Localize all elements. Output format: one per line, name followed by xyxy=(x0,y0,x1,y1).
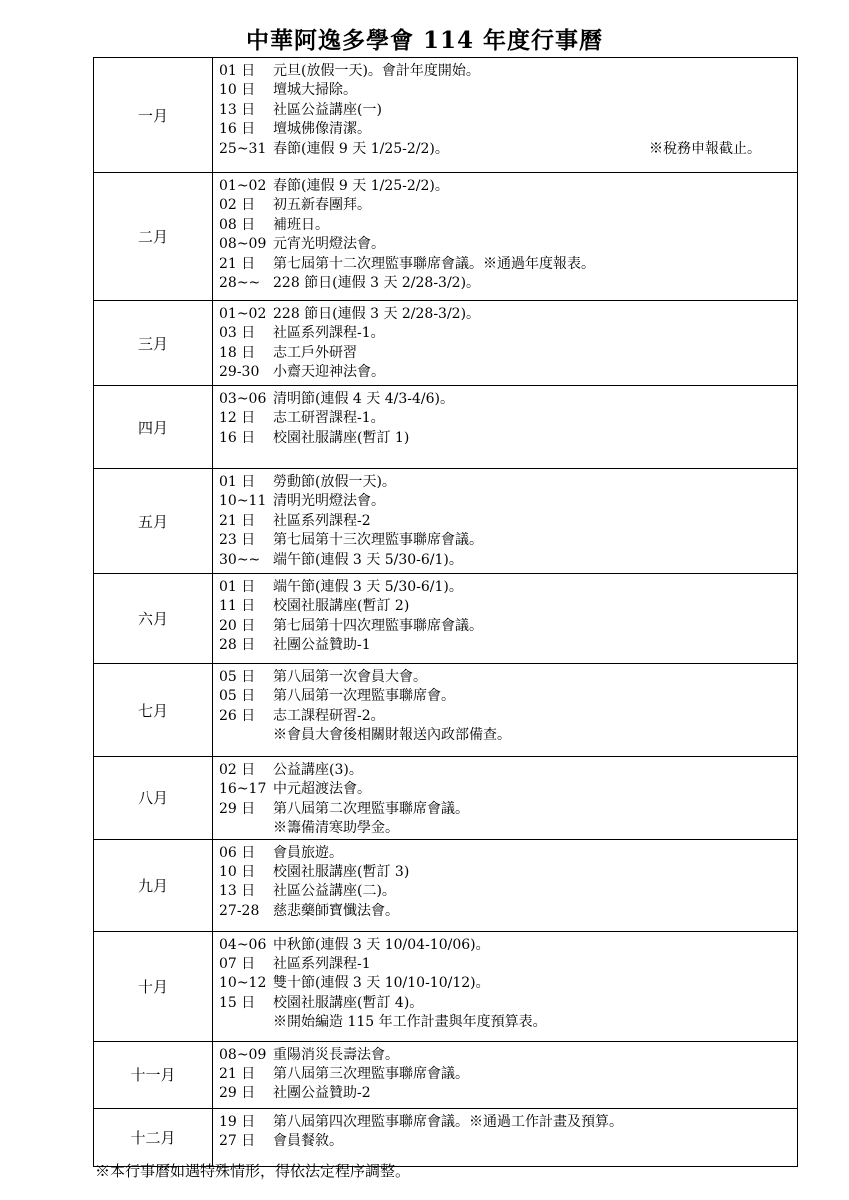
event-text: 會員餐敘。 xyxy=(273,1133,343,1150)
event-day: 10 日 xyxy=(219,864,256,881)
event-text: 志工研習課程-1。 xyxy=(273,410,385,427)
month-row xyxy=(94,757,798,840)
event-day: 02 日 xyxy=(219,762,256,778)
month-label: 十一月 xyxy=(94,1041,213,1108)
event-day: 02 日 xyxy=(219,197,256,214)
event-line xyxy=(219,994,797,1013)
event-day: 21 日 xyxy=(219,1066,256,1083)
calendar-body xyxy=(94,58,798,1167)
calendar-table xyxy=(93,57,798,1167)
month-label: 一月 xyxy=(94,58,213,173)
event-text: 社區系列課程-1 xyxy=(273,956,371,973)
event-text: 補班日。 xyxy=(273,216,329,233)
event-line xyxy=(219,1046,797,1065)
month-label: 五月 xyxy=(94,469,213,574)
event-text: 志工課程研習-2。 xyxy=(273,707,385,724)
event-day: 08 日 xyxy=(219,216,256,233)
event-text: 春節(連假 9 天 1/25-2/2)。 xyxy=(273,178,449,194)
event-line xyxy=(219,473,797,492)
event-line xyxy=(219,140,797,159)
event-text: 校園社服講座(暫訂 2) xyxy=(273,598,410,615)
month-row xyxy=(94,839,798,931)
event-line xyxy=(219,726,797,745)
event-text: 第八屆第四次理監事聯席會議。※通過工作計畫及預算。 xyxy=(273,1113,623,1130)
month-label: 六月 xyxy=(94,574,213,664)
event-line xyxy=(219,344,797,363)
month-label: 十月 xyxy=(94,931,213,1041)
event-line xyxy=(219,668,797,687)
event-text: 重陽消災長壽法會。 xyxy=(273,1046,399,1063)
event-text: 志工戶外研習 xyxy=(273,344,357,361)
event-text: 壇城大掃除。 xyxy=(273,82,357,99)
event-day: 16 日 xyxy=(219,121,256,138)
event-line xyxy=(219,81,797,100)
event-text: 壇城佛像清潔。 xyxy=(273,121,371,138)
page-title: 中華阿逸多學會 114 年度行事曆 xyxy=(245,27,604,54)
event-text: 清明節(連假 4 天 4/3-4/6)。 xyxy=(273,391,454,407)
event-text: 雙十節(連假 3 天 10/10-10/12)。 xyxy=(273,975,490,992)
event-note: ※稅務申報截止。 xyxy=(649,140,761,157)
event-line xyxy=(219,235,797,254)
event-line xyxy=(219,177,797,196)
month-events xyxy=(213,469,798,574)
event-text: 228 節日(連假 3 天 2/28-3/2)。 xyxy=(273,306,481,322)
event-line xyxy=(219,363,797,382)
event-line xyxy=(219,216,797,235)
event-line xyxy=(219,255,797,274)
event-text: 社區系列課程-2 xyxy=(273,512,371,529)
event-line xyxy=(219,780,797,799)
month-label: 八月 xyxy=(94,757,213,840)
month-label: 二月 xyxy=(94,173,213,301)
event-day: 07 日 xyxy=(219,956,256,973)
event-line xyxy=(219,955,797,974)
event-text: 初五新春團拜。 xyxy=(273,197,371,214)
event-day: 12 日 xyxy=(219,410,256,427)
event-text: 校園社服講座(暫訂 3) xyxy=(273,864,410,881)
event-line xyxy=(219,761,797,780)
event-line xyxy=(219,120,797,139)
event-day: 01 日 xyxy=(219,63,256,79)
event-text: 中秋節(連假 3 天 10/04-10/06)。 xyxy=(273,936,490,953)
event-day: 05 日 xyxy=(219,688,256,705)
event-day: 18 日 xyxy=(219,344,256,361)
event-day: 06 日 xyxy=(219,844,256,861)
event-day: 16~17 xyxy=(219,781,267,798)
event-text: 社團公益贊助-1 xyxy=(273,637,371,654)
event-line xyxy=(219,1065,797,1084)
month-label: 九月 xyxy=(94,839,213,931)
month-row xyxy=(94,574,798,664)
event-text: 中元超渡法會。 xyxy=(273,781,371,798)
event-day: 08~09 xyxy=(219,236,267,253)
month-events xyxy=(213,931,798,1041)
event-day: 27-28 xyxy=(219,902,260,919)
event-day: 29 日 xyxy=(219,800,256,817)
month-row xyxy=(94,469,798,574)
event-line xyxy=(219,305,797,324)
event-day: 05 日 xyxy=(219,669,256,685)
event-day: 01 日 xyxy=(219,474,256,490)
event-day: 01~02 xyxy=(219,306,267,322)
event-text: 慈悲藥師寶懺法會。 xyxy=(273,902,399,919)
event-text: 第八屆第一次會員大會。 xyxy=(273,669,427,685)
event-day: 27 日 xyxy=(219,1133,256,1150)
event-day: 25~31 xyxy=(219,140,267,157)
event-line xyxy=(219,936,797,955)
month-events xyxy=(213,664,798,757)
event-line xyxy=(219,819,797,838)
event-day: 10~12 xyxy=(219,975,267,992)
month-events xyxy=(213,173,798,301)
month-events xyxy=(213,58,798,173)
event-line xyxy=(219,531,797,550)
event-day: 21 日 xyxy=(219,255,256,272)
event-line xyxy=(219,800,797,819)
event-line xyxy=(219,429,797,448)
event-day: 13 日 xyxy=(219,883,256,900)
month-row xyxy=(94,301,798,386)
event-line xyxy=(219,409,797,428)
event-day: 26 日 xyxy=(219,707,256,724)
event-day: 23 日 xyxy=(219,532,256,549)
month-label: 三月 xyxy=(94,301,213,386)
event-text: 228 節日(連假 3 天 2/28-3/2)。 xyxy=(273,275,481,292)
event-line xyxy=(219,492,797,511)
event-day: 10 日 xyxy=(219,82,256,99)
event-text: 社區公益講座(一) xyxy=(273,101,382,118)
event-line xyxy=(219,617,797,636)
event-day: 28 日 xyxy=(219,637,256,654)
event-text: 端午節(連假 3 天 5/30-6/1)。 xyxy=(273,551,463,568)
event-text: 第七屆第十二次理監事聯席會議。※通過年度報表。 xyxy=(273,255,595,272)
event-day: 03~06 xyxy=(219,391,267,407)
month-row xyxy=(94,1108,798,1166)
event-line xyxy=(219,390,797,409)
event-line xyxy=(219,844,797,863)
month-events xyxy=(213,574,798,664)
event-text: 社團公益贊助-2 xyxy=(273,1085,371,1102)
event-line xyxy=(219,974,797,993)
event-day: 16 日 xyxy=(219,429,256,446)
event-line xyxy=(219,196,797,215)
event-text: 清明光明燈法會。 xyxy=(273,493,385,510)
month-events xyxy=(213,839,798,931)
event-text: 勞動節(放假一天)。 xyxy=(273,474,396,490)
event-day: 29 日 xyxy=(219,1085,256,1102)
event-line xyxy=(219,597,797,616)
event-text: 校園社服講座(暫訂 1) xyxy=(273,429,410,446)
event-line xyxy=(219,863,797,882)
event-day: 10~11 xyxy=(219,493,267,510)
event-line xyxy=(219,551,797,570)
event-day: 11 日 xyxy=(219,598,256,615)
event-text: 小齋天迎神法會。 xyxy=(273,364,385,381)
month-events xyxy=(213,386,798,469)
month-events xyxy=(213,757,798,840)
event-line xyxy=(219,882,797,901)
event-text: 第七屆第十三次理監事聯席會議。 xyxy=(273,532,483,549)
month-row xyxy=(94,1041,798,1108)
month-row xyxy=(94,173,798,301)
event-day: 29-30 xyxy=(219,364,260,381)
event-text: 元宵光明燈法會。 xyxy=(273,236,385,253)
month-events xyxy=(213,1041,798,1108)
footer-note: ※本行事曆如遇特殊情形，得依法定程序調整。 xyxy=(95,1162,411,1180)
event-line xyxy=(219,1132,797,1151)
event-day: 04~06 xyxy=(219,936,267,953)
event-day: 03 日 xyxy=(219,325,256,342)
month-label: 四月 xyxy=(94,386,213,469)
event-text: 第八屆第二次理監事聯席會議。 xyxy=(273,800,469,817)
event-line xyxy=(219,62,797,81)
month-label: 十二月 xyxy=(94,1108,213,1166)
event-line xyxy=(219,707,797,726)
event-line xyxy=(219,1084,797,1103)
event-text: 春節(連假 9 天 1/25-2/2)。 xyxy=(273,140,449,157)
month-events xyxy=(213,1108,798,1166)
event-line xyxy=(219,274,797,293)
event-day: 20 日 xyxy=(219,617,256,634)
event-day: 28~~ xyxy=(219,275,261,292)
event-text: ※開始編造 115 年工作計畫與年度預算表。 xyxy=(273,1014,547,1031)
event-day: 30~~ xyxy=(219,551,261,568)
event-line xyxy=(219,578,797,597)
month-row xyxy=(94,931,798,1041)
event-line xyxy=(219,636,797,655)
event-day: 15 日 xyxy=(219,994,256,1011)
month-events xyxy=(213,301,798,386)
event-line xyxy=(219,687,797,706)
month-row xyxy=(94,386,798,469)
event-line xyxy=(219,1013,797,1032)
month-row xyxy=(94,58,798,173)
event-day: 19 日 xyxy=(219,1113,256,1130)
event-text: 第八屆第三次理監事聯席會議。 xyxy=(273,1066,469,1083)
event-text: ※籌備清寒助學金。 xyxy=(273,820,399,837)
event-day: 13 日 xyxy=(219,101,256,118)
event-day: 01 日 xyxy=(219,579,256,595)
event-day: 01~02 xyxy=(219,178,267,194)
event-line xyxy=(219,902,797,921)
event-text: 社區系列課程-1。 xyxy=(273,325,385,342)
event-text: 公益講座(3)。 xyxy=(273,762,363,778)
event-line xyxy=(219,324,797,343)
event-day: 21 日 xyxy=(219,512,256,529)
event-text: 端午節(連假 3 天 5/30-6/1)。 xyxy=(273,579,463,595)
event-text: 元旦(放假一天)。會計年度開始。 xyxy=(273,63,480,79)
event-line xyxy=(219,101,797,120)
month-label: 七月 xyxy=(94,664,213,757)
event-text: 第八屆第一次理監事聯席會。 xyxy=(273,688,455,705)
event-text: 校園社服講座(暫訂 4)。 xyxy=(273,994,424,1011)
event-line xyxy=(219,1113,797,1132)
event-day: 08~09 xyxy=(219,1046,267,1063)
event-text: 社區公益講座(二)。 xyxy=(273,883,396,900)
event-line xyxy=(219,512,797,531)
event-text: ※會員大會後相關財報送內政部備查。 xyxy=(273,727,511,744)
event-text: 第七屆第十四次理監事聯席會議。 xyxy=(273,617,483,634)
event-text: 會員旅遊。 xyxy=(273,844,343,861)
month-row xyxy=(94,664,798,757)
